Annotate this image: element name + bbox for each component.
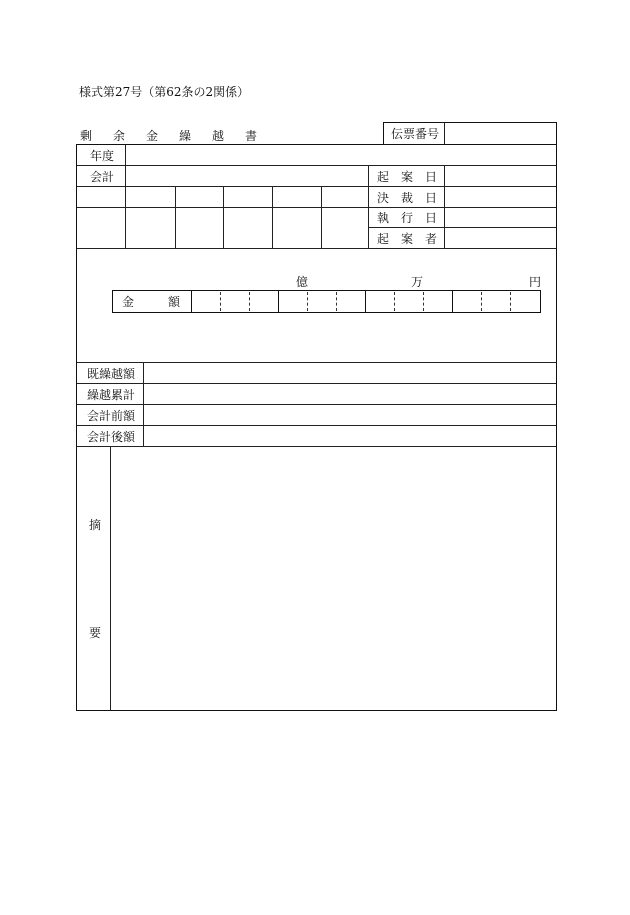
kaikei-field[interactable] <box>127 167 367 185</box>
kikurikoshi-label: 既繰越額 <box>87 367 136 381</box>
divider <box>444 123 445 144</box>
kian-sha-field[interactable] <box>446 229 555 247</box>
row-line <box>77 404 556 405</box>
kaikei-mae-label: 会計前額 <box>87 409 136 423</box>
kessai-bi-field[interactable] <box>446 188 555 206</box>
kian-bi-field[interactable] <box>446 167 555 185</box>
col-line <box>444 165 445 248</box>
row-line <box>77 248 556 249</box>
col-line <box>272 186 273 248</box>
denpyo-bango-field[interactable] <box>446 124 555 143</box>
row-line <box>77 165 556 166</box>
tekiyo-char2: 要 <box>89 626 102 640</box>
kaikei-go-label: 会計後額 <box>87 430 136 444</box>
amount-divider <box>191 291 192 312</box>
kikurikoshi-field[interactable] <box>145 364 555 382</box>
col-line <box>223 186 224 248</box>
kaikei-mae-field[interactable] <box>145 406 555 424</box>
col-line <box>321 186 322 248</box>
kaikei-label: 会計 <box>90 170 115 184</box>
row-line <box>77 383 556 384</box>
row-line <box>77 425 556 426</box>
document-title: 剰余金繰越書 <box>80 129 279 143</box>
kian-sha-label: 起 案 者 <box>377 232 437 246</box>
tekiyo-divider <box>110 446 111 710</box>
kian-bi-label: 起 案 日 <box>377 170 437 184</box>
amount-field[interactable] <box>193 292 539 311</box>
unit-yen: 円 <box>529 275 542 289</box>
tekiyo-field[interactable] <box>112 448 555 709</box>
col-line <box>143 362 144 446</box>
row-line <box>77 207 556 208</box>
col-line <box>368 165 369 248</box>
kaikei-go-field[interactable] <box>145 427 555 445</box>
denpyo-bango-label: 伝票番号 <box>391 127 440 141</box>
kurikoshi-ruikei-field[interactable] <box>145 385 555 403</box>
shikko-bi-field[interactable] <box>446 209 555 226</box>
form-id: 様式第27号（第62条の2関係） <box>79 85 250 99</box>
nendo-label: 年度 <box>90 149 115 163</box>
row-line <box>77 186 556 187</box>
tekiyo-char1: 摘 <box>89 518 102 532</box>
kessai-bi-label: 決 裁 日 <box>377 191 437 205</box>
row-line <box>77 362 556 363</box>
row-line <box>368 227 556 228</box>
unit-oku: 億 <box>296 275 309 289</box>
amount-label: 金 額 <box>122 295 180 309</box>
kurikoshi-ruikei-label: 繰越累計 <box>87 388 136 402</box>
nendo-field[interactable] <box>127 146 555 164</box>
col-line <box>125 145 126 248</box>
col-line <box>175 186 176 248</box>
shikko-bi-label: 執 行 日 <box>377 211 437 225</box>
unit-man: 万 <box>411 275 424 289</box>
row-line <box>77 446 556 447</box>
